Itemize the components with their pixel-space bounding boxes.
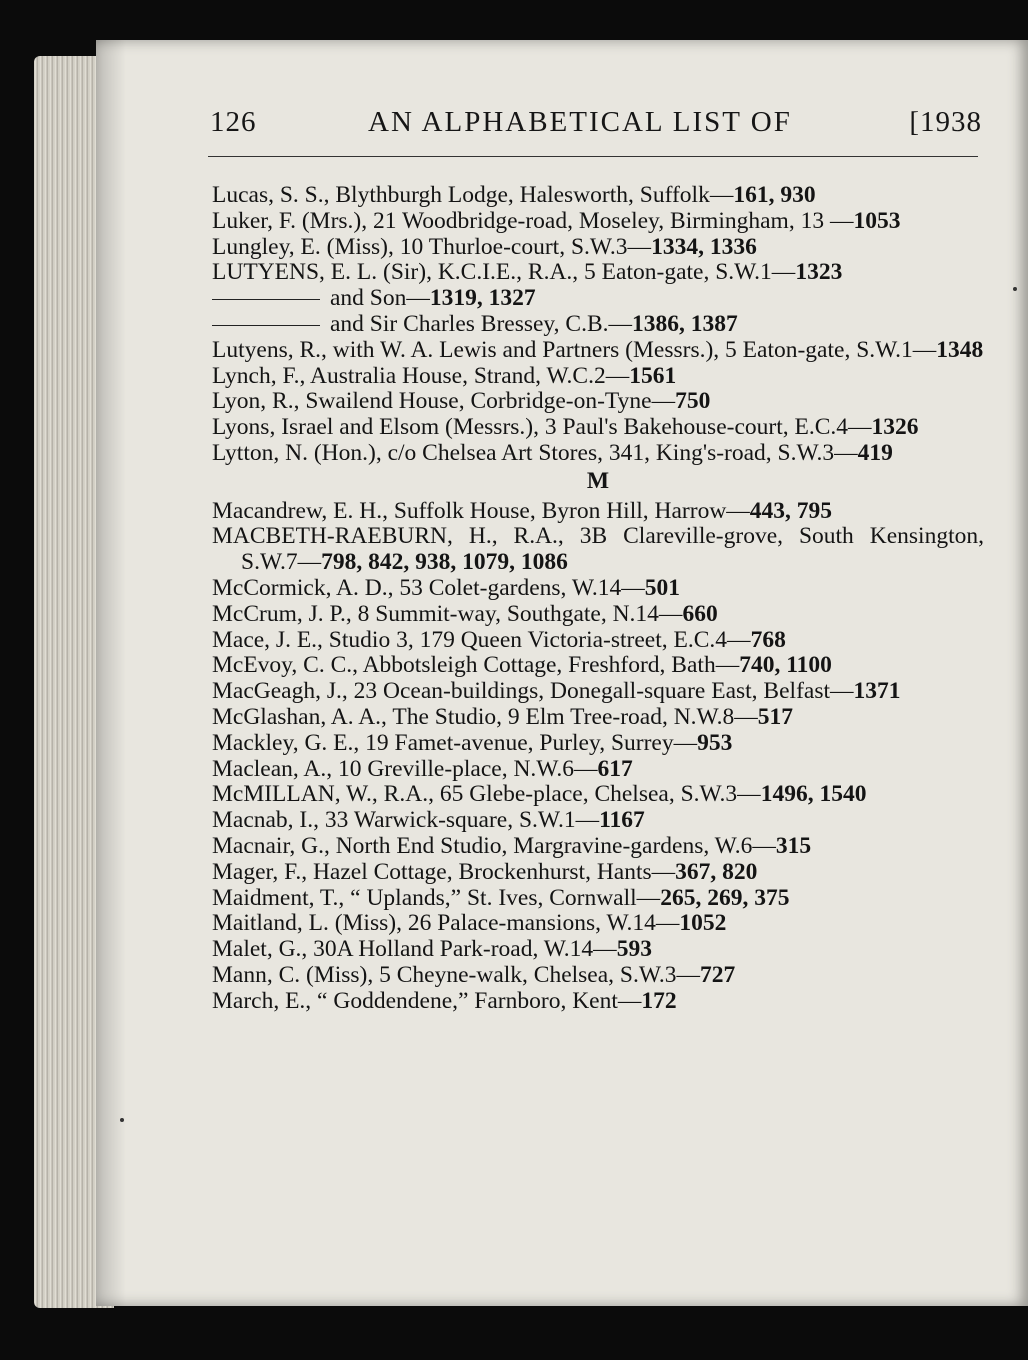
ditto-rule xyxy=(212,325,320,326)
list-item: Lynch, F., Australia House, Strand, W.C.2—1561 xyxy=(212,362,677,389)
list-item: Lutyens, R., with W. A. Lewis and Partners (Messrs.), 5 Eaton-gate, S.W.1—1348 xyxy=(212,336,984,363)
list-item: McGlashan, A. A., The Studio, 9 Elm Tree-road, N.W.8—517 xyxy=(212,703,793,730)
list-item: MacGeagh, J., 23 Ocean-buildings, Donegall-square East, Belfast—1371 xyxy=(212,678,901,705)
list-item: Mager, F., Hazel Cottage, Brockenhurst, Hants—367, 820 xyxy=(212,858,758,885)
list-item: Lytton, N. (Hon.), c/o Chelsea Art Stores, 341, King's-road, S.W.3—419 xyxy=(212,439,893,466)
ditto-rule xyxy=(212,299,320,300)
list-item: Macnair, G., North End Studio, Margravine-gardens, W.6—315 xyxy=(212,832,812,859)
list-item: March, E., “ Goddendene,” Farnboro, Kent—172 xyxy=(212,987,677,1014)
entry-list xyxy=(212,183,984,1015)
list-item: Maidment, T., “ Uplands,” St. Ives, Cornwall—265, 269, 375 xyxy=(212,884,790,911)
page-number: 126 xyxy=(210,106,257,138)
list-item: McMILLAN, W., R.A., 65 Glebe-place, Chelsea, S.W.3—1496, 1540 xyxy=(212,781,867,808)
running-header xyxy=(210,106,982,146)
list-item: Mackley, G. E., 19 Famet-avenue, Purley, Surrey—953 xyxy=(212,729,733,756)
margin-mark xyxy=(120,1118,124,1122)
list-item: Lungley, E. (Miss), 10 Thurloe-court, S.W.3—1334, 1336 xyxy=(212,233,757,260)
list-item: Lyons, Israel and Elsom (Messrs.), 3 Paul's Bakehouse-court, E.C.4—1326 xyxy=(212,414,919,441)
list-item: Mace, J. E., Studio 3, 179 Queen Victoria-street, E.C.4—768 xyxy=(212,626,786,653)
list-item: McEvoy, C. C., Abbotsleigh Cottage, Freshford, Bath—740, 1100 xyxy=(212,652,832,679)
list-item: Lyon, R., Swailend House, Corbridge-on-Tyne—750 xyxy=(212,388,711,415)
section-letter: M xyxy=(586,467,610,494)
list-item: Macandrew, E. H., Suffolk House, Byron Hill, Harrow—443, 795 xyxy=(212,497,833,524)
list-item: MACBETH-RAEBURN, H., R.A., 3B Clareville-grove, South Kensington, S.W.7—798, 842, 938, 1079, 1086 xyxy=(212,523,984,576)
list-item-continuation: and Son—1319, 1327 xyxy=(212,286,984,312)
list-item: McCormick, A. D., 53 Colet-gardens, W.14—501 xyxy=(212,574,681,601)
page-title: AN ALPHABETICAL LIST OF xyxy=(368,106,792,138)
list-item: Maclean, A., 10 Greville-place, N.W.6—617 xyxy=(212,755,633,782)
list-item: Macnab, I., 33 Warwick-square, S.W.1—1167 xyxy=(212,807,645,834)
header-rule xyxy=(208,156,978,157)
page-gutter-shadow xyxy=(96,40,126,1306)
margin-mark xyxy=(1013,287,1017,291)
list-item-continuation: and Sir Charles Bressey, C.B.—1386, 1387 xyxy=(212,312,984,338)
list-item: Luker, F. (Mrs.), 21 Woodbridge-road, Moseley, Birmingham, 13 —1053 xyxy=(212,207,901,234)
list-item: Lucas, S. S., Blythburgh Lodge, Halesworth, Suffolk—161, 930 xyxy=(212,182,816,208)
header-year: [1938 xyxy=(909,106,982,138)
list-item: McCrum, J. P., 8 Summit-way, Southgate, N.14—660 xyxy=(212,600,718,627)
list-item: Malet, G., 30A Holland Park-road, W.14—593 xyxy=(212,936,652,963)
list-item: Mann, C. (Miss), 5 Cheyne-walk, Chelsea, S.W.3—727 xyxy=(212,961,736,988)
list-item: Maitland, L. (Miss), 26 Palace-mansions, W.14—1052 xyxy=(212,910,727,937)
list-item: LUTYENS, E. L. (Sir), K.C.I.E., R.A., 5 Eaton-gate, S.W.1—1323 xyxy=(212,259,843,286)
